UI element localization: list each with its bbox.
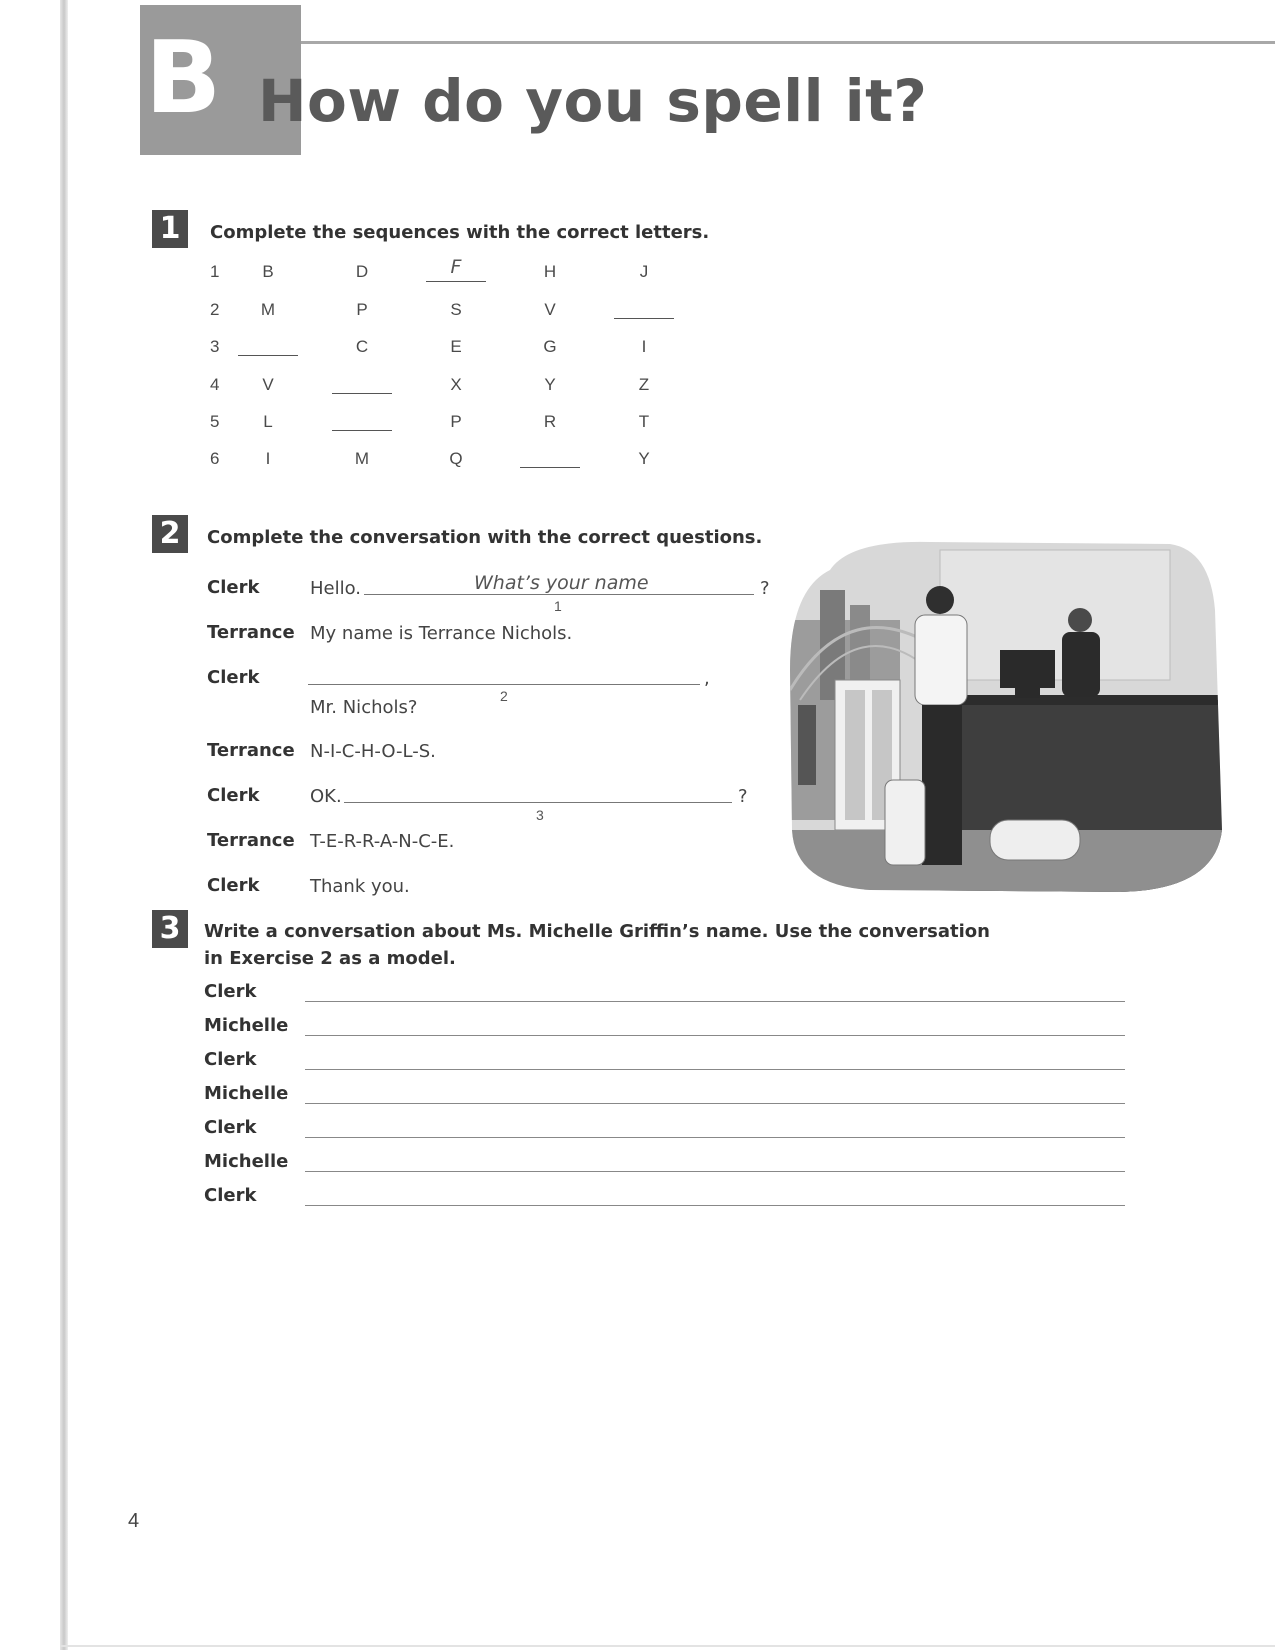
sequence-blank[interactable] <box>520 467 580 468</box>
line-text: My name is Terrance Nichols. <box>310 623 573 644</box>
page-bottom-edge <box>60 1645 1275 1647</box>
speaker-label: Terrance <box>207 622 295 643</box>
speaker-label: Clerk <box>207 667 260 688</box>
sequence-cell: Z <box>638 375 650 394</box>
writing-line[interactable] <box>305 1137 1125 1138</box>
exercise-1-instruction: Complete the sequences with the correct letters. <box>210 222 710 243</box>
exercise-2-instruction: Complete the conversation with the correct questions. <box>207 527 763 548</box>
sequence-blank[interactable] <box>332 430 392 431</box>
sequence-cell: E <box>450 337 462 356</box>
row-number: 3 <box>210 337 220 356</box>
sequence-cell: V <box>544 300 556 319</box>
sequence-cell: D <box>355 262 369 281</box>
blank-number: 3 <box>536 807 544 823</box>
exercise-3-instruction-line-2: in Exercise 2 as a model. <box>204 948 456 969</box>
exercise-3-instruction-line-1: Write a conversation about Ms. Michelle Griffin’s name. Use the conversation <box>204 921 990 942</box>
writing-line[interactable] <box>305 1171 1125 1172</box>
sequence-cell: R <box>543 412 557 431</box>
answer-blank-2[interactable] <box>308 684 700 685</box>
speaker-label: Clerk <box>204 1049 257 1070</box>
speaker-label: Clerk <box>207 875 260 896</box>
speaker-label: Clerk <box>207 577 260 598</box>
sequence-cell: J <box>639 262 649 281</box>
sequence-cell: X <box>450 375 462 394</box>
blank-number: 2 <box>500 688 508 704</box>
sequence-blank[interactable] <box>238 355 298 356</box>
sequence-cell: C <box>355 337 369 356</box>
speaker-label: Clerk <box>204 981 257 1002</box>
row-number: 1 <box>210 262 220 281</box>
writing-line[interactable] <box>305 1069 1125 1070</box>
page-spine-shadow <box>60 0 68 1650</box>
line-continuation: Mr. Nichols? <box>310 697 418 718</box>
line-text: Thank you. <box>310 876 410 897</box>
speaker-label: Clerk <box>207 785 260 806</box>
sequence-blank[interactable] <box>332 393 392 394</box>
page-number: 4 <box>128 1510 140 1532</box>
exercise-3-number: 3 <box>152 910 188 948</box>
line-end: , <box>704 668 710 689</box>
speaker-label: Terrance <box>207 830 295 851</box>
unit-letter: B <box>145 19 222 136</box>
sequence-cell: P <box>450 412 462 431</box>
writing-line[interactable] <box>305 1001 1125 1002</box>
writing-line[interactable] <box>305 1103 1125 1104</box>
sequence-cell: Y <box>544 375 556 394</box>
exercise-1-number: 1 <box>152 210 188 248</box>
sequence-cell: Q <box>449 449 463 468</box>
sequence-cell: M <box>354 449 370 468</box>
sequence-cell: T <box>638 412 650 431</box>
sequence-cell: V <box>262 375 274 394</box>
line-end: ? <box>738 786 748 807</box>
sequence-answer: F <box>450 256 462 278</box>
sequence-cell: L <box>263 412 273 431</box>
hotel-reception-illustration <box>790 530 1225 900</box>
speaker-label: Clerk <box>204 1117 257 1138</box>
sequence-blank[interactable] <box>614 318 674 319</box>
speaker-label: Michelle <box>204 1083 289 1104</box>
sequence-cell: M <box>260 300 276 319</box>
sequence-cell: P <box>356 300 368 319</box>
sequence-cell: H <box>543 262 557 281</box>
sequence-cell: G <box>543 337 557 356</box>
answer-blank-1[interactable] <box>364 594 754 595</box>
title-rule <box>301 41 1275 44</box>
line-text: N-I-C-H-O-L-S. <box>310 741 436 762</box>
page-title: How do you spell it? <box>258 67 928 135</box>
sequence-cell: I <box>641 337 647 356</box>
blank-number: 1 <box>554 598 562 614</box>
row-number: 6 <box>210 449 220 468</box>
answer-1: What’s your name <box>474 572 649 594</box>
row-number: 4 <box>210 375 220 394</box>
speaker-label: Clerk <box>204 1185 257 1206</box>
sequence-cell: Y <box>638 449 650 468</box>
answer-blank-3[interactable] <box>344 802 732 803</box>
sequence-blank[interactable] <box>426 281 486 282</box>
line-text: OK. <box>310 786 342 807</box>
speaker-label: Terrance <box>207 740 295 761</box>
sequence-cell: B <box>262 262 274 281</box>
writing-line[interactable] <box>305 1035 1125 1036</box>
row-number: 5 <box>210 412 220 431</box>
line-end: ? <box>760 578 770 599</box>
line-text: Hello. <box>310 578 362 599</box>
sequence-cell: S <box>450 300 462 319</box>
line-text: T-E-R-R-A-N-C-E. <box>310 831 455 852</box>
speaker-label: Michelle <box>204 1151 289 1172</box>
sequence-cell: I <box>265 449 271 468</box>
writing-line[interactable] <box>305 1205 1125 1206</box>
row-number: 2 <box>210 300 220 319</box>
speaker-label: Michelle <box>204 1015 289 1036</box>
exercise-2-number: 2 <box>152 515 188 553</box>
